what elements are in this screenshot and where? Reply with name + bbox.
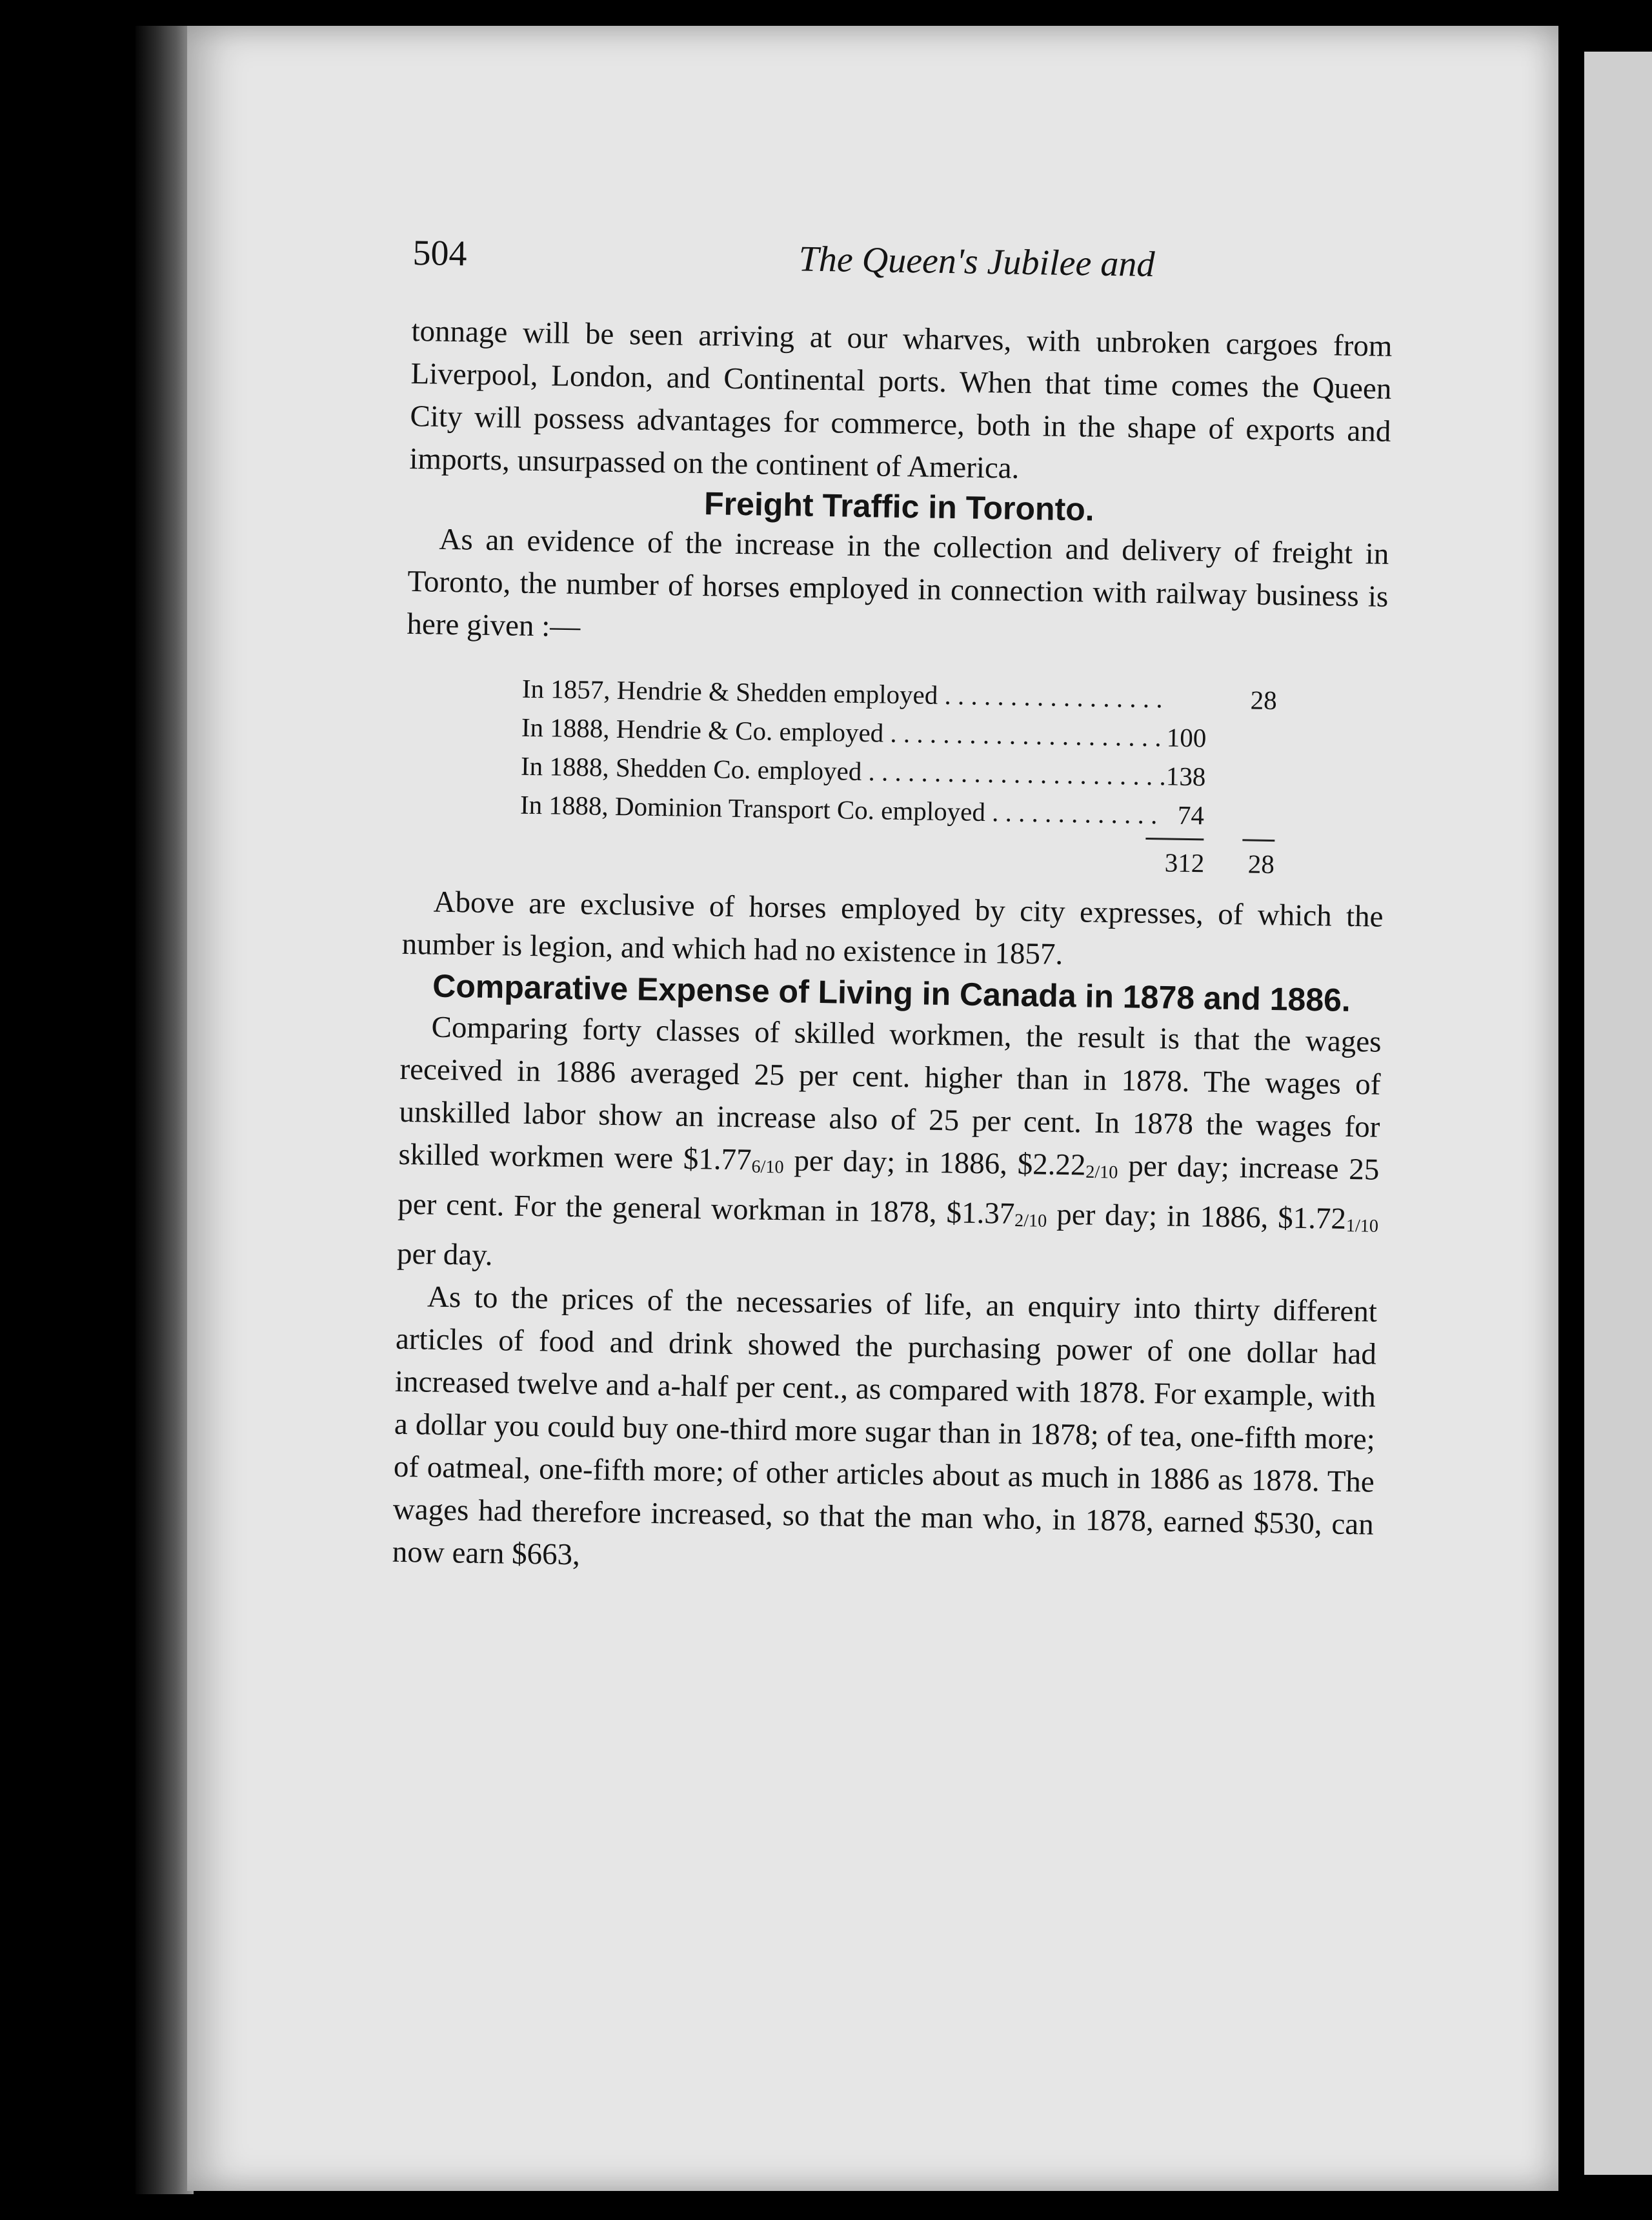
count-1888: 74 bbox=[1177, 800, 1205, 831]
total-1857: 28 bbox=[1247, 849, 1275, 880]
count-1888: 100 bbox=[1166, 722, 1207, 753]
rule-1888 bbox=[1145, 838, 1204, 847]
wages-text-a: Comparing forty classes of skilled workmen, the result is that the wages received in 1886 averaged 25 per cent. higher than in 1878. The wages of unskilled labor show an increase also of 25 per cent. In 1878 the wages for skilled workmen were $1.77 bbox=[398, 1010, 1382, 1177]
freight-heading: Freight Traffic in Toronto. bbox=[703, 485, 1095, 528]
count-1857 bbox=[1204, 824, 1275, 825]
comparative-heading: Comparative Expense of Living in Canada in 1878 and 1886. bbox=[432, 967, 1351, 1018]
book-spine bbox=[136, 26, 194, 2194]
count-1857 bbox=[1205, 747, 1276, 748]
freight-note-paragraph: Above are exclusive of horses employed by city expresses, of which the number is legion, and which had no existence in 1857. bbox=[401, 885, 1384, 971]
fraction: 2/10 bbox=[1085, 1162, 1118, 1183]
count-1888: 138 bbox=[1165, 761, 1206, 792]
wages-text-d: per day; in 1886, $1.72 bbox=[1047, 1197, 1347, 1236]
prices-paragraph: As to the prices of the necessaries of life, an enquiry into thirty different articles of food and drink showed the purchasing power of one dollar had increased twelve and a-half per cent., as compared with 1878. For example, with a dollar you could buy one-third more sugar than in 1878; of tea, one-fifth more; of oatmeal, one-fifth more; of other articles about as much in 1886 as 1878. The wages had therefore increased, so that the man who, in 1878, earned $530, can now earn $663, bbox=[392, 1280, 1378, 1572]
running-title: The Queen's Jubilee and bbox=[798, 239, 1155, 285]
wages-text-c: per day; increase 25 per cent. For the general workman in 1878, $1.37 bbox=[397, 1149, 1380, 1231]
horse-count-table bbox=[519, 673, 1387, 889]
intro-paragraph: tonnage will be seen arriving at our wharves, with unbroken cargoes from Liverpool, London, and Continental ports. When that time comes the Queen City will possess advantages for commerce, both in the shape of exports and imports, unsurpassed on the continent of America. bbox=[409, 314, 1393, 485]
count-1888 bbox=[1167, 707, 1206, 708]
wages-text-b: per day; in 1886, $2.22 bbox=[783, 1144, 1086, 1182]
fraction: 1/10 bbox=[1345, 1216, 1379, 1237]
page-number: 504 bbox=[412, 232, 467, 274]
facing-page-edge bbox=[1584, 52, 1652, 2175]
count-1857 bbox=[1205, 785, 1276, 787]
wages-text-e: per day. bbox=[396, 1237, 493, 1273]
count-1857: 28 bbox=[1250, 685, 1278, 716]
fraction: 2/10 bbox=[1014, 1211, 1047, 1232]
wages-paragraph bbox=[397, 1005, 1382, 1291]
page-content bbox=[392, 232, 1393, 1589]
row-label: In 1888, Shedden Co. employed . . . bbox=[521, 751, 1167, 792]
rule-1857 bbox=[1242, 839, 1274, 849]
fraction: 6/10 bbox=[751, 1156, 784, 1178]
row-label: In 1857, Hendrie & Shedden employed . . . bbox=[522, 673, 1168, 714]
row-label: In 1888, Dominion Transport Co. employed . . . bbox=[520, 789, 1166, 831]
total-1888: 312 bbox=[1164, 847, 1205, 878]
row-label: In 1888, Hendrie & Co. employed . . . bbox=[521, 712, 1167, 753]
freight-lead-paragraph: As an evidence of the increase in the collection and delivery of freight in Toronto, the number of horses employed in connection with railway business is here given :— bbox=[407, 522, 1389, 644]
